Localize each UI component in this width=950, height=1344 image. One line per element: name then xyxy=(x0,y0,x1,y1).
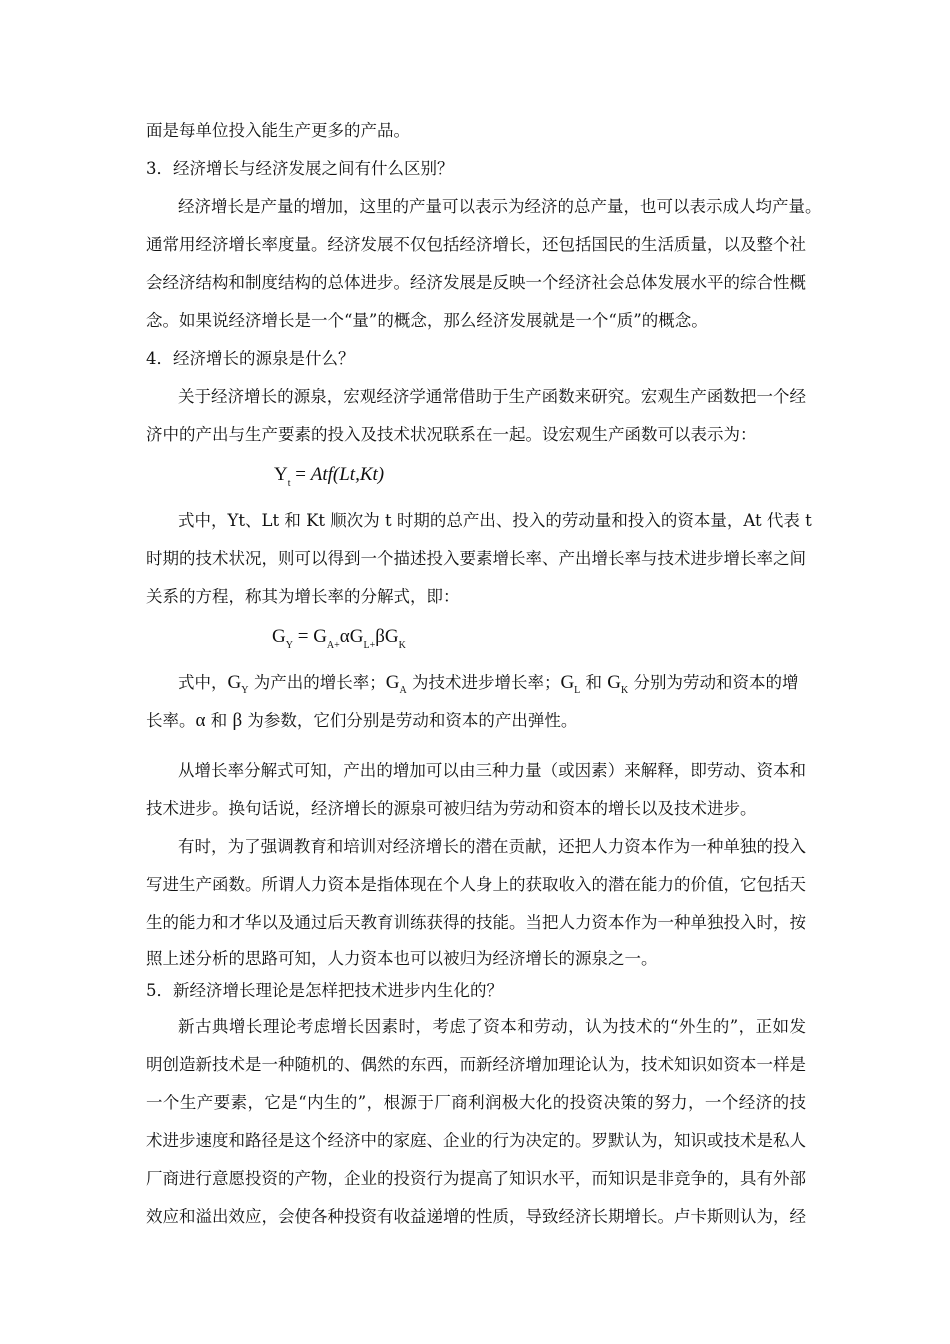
question-heading-3: 3．经济增长与经济发展之间有什么区别？ xyxy=(146,159,454,178)
paragraph-line: 关系的方程，称其为增长率的分解式，即： xyxy=(146,587,460,606)
paragraph-line: 通常用经济增长率度量。经济发展不仅包括经济增长，还包括国民的生活质量，以及整个社 xyxy=(146,235,806,254)
paragraph-line: 一个生产要素，它是“内生的”，根源于厂商利润极大化的投资决策的努力，一个经济的技 xyxy=(146,1093,806,1112)
symbol-definitions-line: 式中，$G_Y$ 为产出的增长率；$G_A$ 为技术进步增长率；$G_L$ 和 $G_K$ 分别为劳动和资本的增 xyxy=(178,672,799,696)
paragraph-line: 济中的产出与生产要素的投入及技术状况联系在一起。设宏观生产函数可以表示为： xyxy=(146,425,757,444)
paragraph-line: 时期的技术状况，则可以得到一个描述投入要素增长率、产出增长率与技术进步增长率之间 xyxy=(146,549,806,568)
paragraph-line: 术进步速度和路径是这个经济中的家庭、企业的行为决定的。罗默认为，知识或技术是私人 xyxy=(146,1131,806,1150)
paragraph-line: 生的能力和才华以及通过后天教育训练获得的技能。当把人力资本作为一种单独投入时，按 xyxy=(146,913,806,932)
paragraph-line: 效应和溢出效应，会使各种投资有收益递增的性质，导致经济长期增长。卢卡斯则认为，经 xyxy=(146,1207,806,1226)
paragraph-line: 关于经济增长的源泉，宏观经济学通常借助于生产函数来研究。宏观生产函数把一个经 xyxy=(178,387,806,406)
paragraph-line: 会经济结构和制度结构的总体进步。经济发展是反映一个经济社会总体发展水平的综合性概 xyxy=(146,273,806,292)
paragraph-line: 有时，为了强调教育和培训对经济增长的潜在贡献，还把人力资本作为一种单独的投入 xyxy=(178,837,806,856)
paragraph-line: 厂商进行意愿投资的产物，企业的投资行为提高了知识水平，而知识是非竞争的，具有外部 xyxy=(146,1169,806,1188)
paragraph-line: 念。如果说经济增长是一个“量”的概念，那么经济发展就是一个“质”的概念。 xyxy=(146,311,708,330)
paragraph-line: 新古典增长理论考虑增长因素时，考虑了资本和劳动，认为技术的“外生的”，正如发 xyxy=(178,1017,806,1036)
paragraph-line: 面是每单位投入能生产更多的产品。 xyxy=(146,121,410,140)
question-heading-5: 5．新经济增长理论是怎样把技术进步内生化的？ xyxy=(146,981,503,1000)
parameter-definitions-line: 长率。α 和 β 为参数，它们分别是劳动和资本的产出弹性。 xyxy=(146,710,578,731)
paragraph-line: 照上述分析的思路可知，人力资本也可以被归为经济增长的源泉之一。 xyxy=(146,949,658,968)
question-heading-4: 4．经济增长的源泉是什么？ xyxy=(146,349,355,368)
paragraph-line: 从增长率分解式可知，产出的增加可以由三种力量（或因素）来解释，即劳动、资本和 xyxy=(178,761,806,780)
paragraph-line: 明创造新技术是一种随机的、偶然的东西，而新经济增加理论认为，技术知识如资本一样是 xyxy=(146,1055,806,1074)
paragraph-line: 经济增长是产量的增加，这里的产量可以表示为经济的总产量，也可以表示成人均产量。 xyxy=(178,197,822,216)
production-function-equation: $Y_t = Atf(Lt,Kt)$ xyxy=(274,464,385,489)
paragraph-line: 写进生产函数。所谓人力资本是指体现在个人身上的获取收入的潜在能力的价值，它包括天 xyxy=(146,875,806,894)
growth-decomposition-equation: $G_Y = G_{A+}\alpha G_{L+}\beta G_K$ xyxy=(272,626,406,651)
paragraph-line: 式中，Yt、Lt 和 Kt 顺次为 t 时期的总产出、投入的劳动量和投入的资本量，At 代表 t xyxy=(178,511,812,530)
paragraph-line: 技术进步。换句话说，经济增长的源泉可被归结为劳动和资本的增长以及技术进步。 xyxy=(146,799,757,818)
